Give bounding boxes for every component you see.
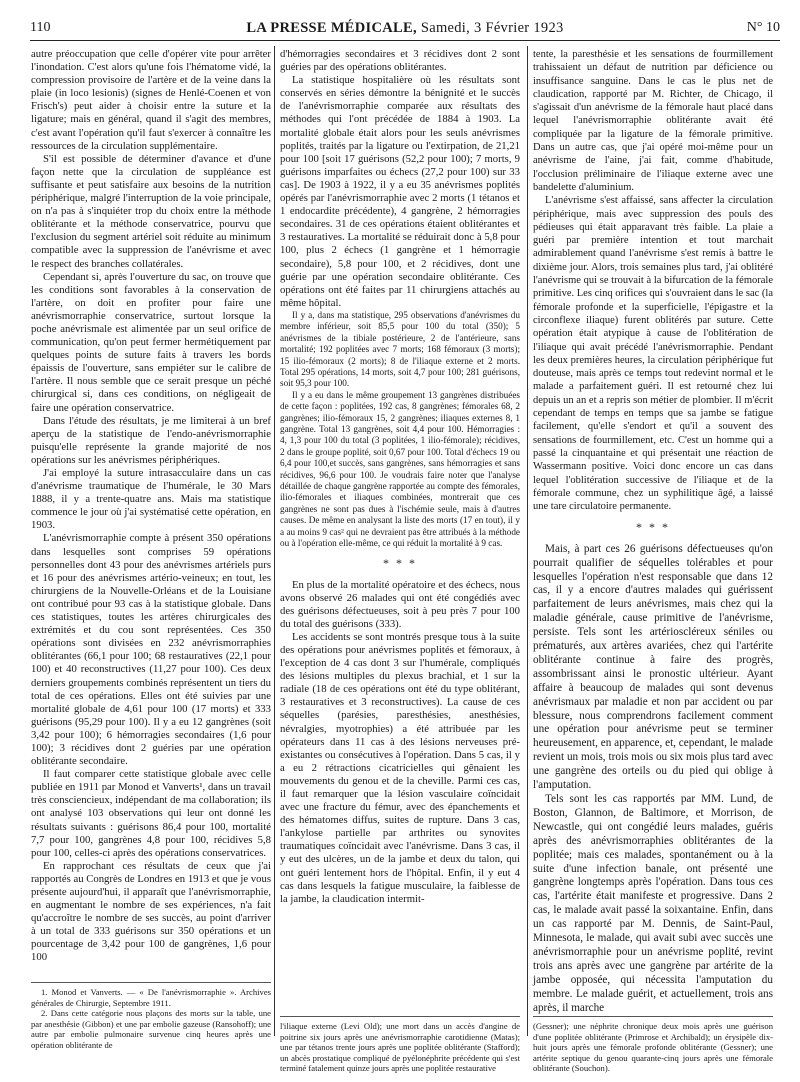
paragraph: L'anévrisme s'est affaissé, sans affecter la circulation périphérique, mais avec suppression des pouls des pédieuses qui était apparavant très faible. La plaie a guéri par première intention et tout marchait admirablement quand l'anévrisme s'est remis à battre le dixième jour. Alors, trois semaines plus tard, j'ai oblitéré l'anévrisme qui se trouvait à la bifurcation de la fémorale primitive. Les cinq orifices qui s'ouvraient dans le sac (la fémorale profonde et la superficielle, l'épigastre et la circonflexe iliaque) furent oblitérés par suture. Cette opération était atypique à cause de l'oblitération de l'iliaque qui avait précédé l'anévrismorraphie. Pendant les deux premières heures, la circulation périphérique fut douteuse, mais après ce temps tout redevint normal et le malade a parfaitement guéri. Il est retourné chez lui depuis un an et a repris son métier de plombier. Il m'écrit cependant de temps en temps que sa jambe se fatigue facilement, qu'elle s'endort et qu'il a souvent des sensations de fourmillement, etc. C'est un homme qui a passé la cinquantaine et qui présentait une réaction de Wassermann positive. Voici donc encore un cas dans lequel l'oblitération successive de l'iliaque et de la fémorale commune, chez un syphilitique âgé, a laissé une tare circulatoire permanente. xyxy=(533,195,773,513)
paragraph: En plus de la mortalité opératoire et des échecs, nous avons observé 26 malades qui ont été congédiés avec des guérisons défectueuses, soit à peu près 7 pour 100 du total des guérisons (333). xyxy=(280,578,520,630)
paragraph: En rapprochant ces résultats de ceux que j'ai rapportés au Congrès de Londres en 1913 et que je vous présente aujourd'hui, il apparaît que l'anévrismorraphie, en augmentant le nombre de ses expériences, n'a fait qu'accroître le nombre de ses succès, au point d'arriver à un total de 333 guérisons sur 350 opérations et un pourcentage de 3,42 pour 100 de gangrènes, 1,6 pour 100 xyxy=(31,859,271,964)
section-separator: * * * xyxy=(383,556,417,571)
publication-date: Samedi, 3 Février 1923 xyxy=(420,20,564,36)
paragraph-small: Il y a eu dans le même groupement 13 gangrènes distribuées de cette façon : poplitées, 192 cas, 8 gangrènes; fémorales 68, 2 gangrènes; ilio-fémoraux 15, 2 gangrènes; iliaques externes 8, 1 gangrène. Total 13 gangrènes, soit 4,4 pour 100. Hémorragies : 4, 1,3 pour 100 du total (3 poplitées, 1 ilio-fémorale); récidives, 2 dans le groupe poplité, soit 0,67 pour 100. Total d'échecs 19 ou 6,4 pour 100,et succès, sans gangrènes, sans hémorragies et sans récidives, 96,6 pour 100. Je voudrais faire noter que l'analyse détaillée de chaque gangrène rapportée au compte des fémorales, ilio-fémorales et iliaques combinées, montrerait que ces gangrènes ne sont pas dues à l'ischémie seule, mais à d'autres causes. De même en analysant la liste des morts (17 en tout), il y a au moins 9 cas² qui ne devraient pas être attribués à la méthode ou à l'opération elle-même, ce qui réduit la mortalité à 9 cas. xyxy=(280,389,520,548)
paragraph: d'hémorragies secondaires et 3 récidives dont 2 sont guéries par des opérations oblitérantes. xyxy=(280,48,520,74)
paragraph: S'il est possible de déterminer d'avance et d'une façon nette que la circulation de suppléance est suffisante et peut satisfaire aux besoins de la nutrition périphérique, malgré l'interruption de la voie principale, on n'a pas à s'inquiéter trop du choix entre la méthode oblitérante et la méthode conservatrice, pourvu que l'exclusion du segment artériel soit réduite au minimum compatible avec la suppression de l'anévrisme et avec le respect des branches collatérales. xyxy=(31,152,271,270)
paragraph: Mais, à part ces 26 guérisons défectueuses qu'on pourrait qualifier de séquelles tolérables et pour lesquelles l'opération n'est responsable que dans 12 cas, il y a encore d'autres malades qui guérissent parfaitement de leurs anévrismes, mais chez qui la maladie générale, cause primitive de l'anévrisme, persiste. Tels sont les artérioscléreux séniles ou prématurés, aux artères avariées, chez qui l'artérite oblitérante continue à faire des progrès, assombrissant ainsi le pronostic ultérieur. Ayant affaire à beaucoup de malades qui sont devenus anévrismaux par maladie et non par accident ou par blessure, nous comprendrons facilement comment une opération pour anévrisme peut se terminer heureusement, en apparence, et, cependant, le malade revient un mois, trois mois ou six mois plus tard avec une gangrène des orteils ou du pied qui oblige à l'amputation. xyxy=(533,542,773,792)
paragraph: Tels sont les cas rapportés par MM. Lund, de Boston, Glannon, de Baltimore, et Morrison, de Newcastle, qui ont congédié leurs malades, guéris après des anévrismorraphies oblitérantes de la poplitée; mais ces malades, spontanément ou à la suite d'une infection banale, ont présenté une gangrène longtemps après l'opération. Dans tous ces cas, l'artérite était manifeste et progressive. Dans 2 cas, le malade avait passé la soixantaine. Enfin, dans un cas rapporté par M. Dennis, de Saint-Paul, Minnesota, le malade, qui avait subi avec succès une anévrismorraphie pour un anévrisme poplité, revint trois ans après avec une gangrène par artérite de la jambe opposée, qui nécessita l'amputation du membre. Le malade guérit, et actuellement, trois ans après, il marche xyxy=(533,793,773,1014)
text-column-2 xyxy=(280,48,520,978)
column-divider xyxy=(527,46,528,1036)
footnotes-column-2 xyxy=(280,1016,520,1074)
footnote: 2. Dans cette catégorie nous plaçons des morts sur la table, une par anesthésie (Gibbon) et une par embolie gazeuse (Ransohoff); une autre par embolie pulmonaire survenue cinq heures après une opération oblitérante de xyxy=(31,1008,271,1050)
footnote: (Gessner); une néphrite chronique deux mois après une guérison d'une poplitée oblitérante (Primrose et Archibald); un érysipèle dix-huit jours après une fémorale profonde oblitérante (Gessner); une artérite septique du genou quarante-cinq jours après une fémorale oblitérante (Souchon). xyxy=(533,1021,773,1074)
footnote: 1. Monod et Vanverts. — « De l'anévrismorraphie ». Archives générales de Chirurgie, Septembre 1911. xyxy=(31,987,271,1008)
paragraph: L'anévrismorraphie compte à présent 350 opérations dans lesquelles sont comprises 59 opérations personnelles dont 43 pour des anévrismes artériels purs et 16 pour des anévrismes artério-veineux; en tout, les chirurgiens de la Nouvelle-Orléans et de la Louisiane ont contribué pour 93 cas à la statistique globale. Dans ces statistiques, toutes les artères chirurgicales des extrémités et du cou sont représentées. Ces 350 opérations sont divisées en 232 anévrismorraphies oblitérantes (66,1 pour 100; 68 restauratives (22,1 pour 100) et 40 reconstructives (11,27 pour 100). Ces deux derniers groupements combinés représentent un tiers du total de ces opérations. Elles ont été suivies par une mortalité globale de 4,61 pour 100 (17 morts) et 333 guérisons (95,29 pour 100). Il y a eu 12 gangrènes (soit 3,42 pour 100); 6 hémorragies secondaires (1,6 pour 100); 3 récidives dont 2 guéries par une opération oblitérante secondaire. xyxy=(31,532,271,768)
text-column-3 xyxy=(533,48,773,1018)
footnotes-column-3 xyxy=(533,1016,773,1074)
paragraph: La statistique hospitalière où les résultats sont conservés en séries démontre la bénignité et le succès de l'anévrismorraphie comparée aux résultats des méthodes qui l'ont précédée de 1884 à 1903. La mortalité globale était alors pour les seuls anévrismes poplités, traités par la ligature ou l'extirpation, de 21,21 pour 100 [soit 17 guérisons (52,2 pour 100); 7 morts, 9 guérisons imparfaites ou échecs (27,2 pour 100) sur 33 cas]. De 1903 à 1922, il y a eu 35 anévrismes poplités opérés par l'anévrismorraphie avec 2 morts (1 tétanos et 1 endocardite précédente), 4 gangrène, 2 hémorragies secondaires. 31 de ces opérations étaient oblitérantes et 3 restauratives. La mortalité se réduirait donc à 5,8 pour 100, plus 2 échecs (1 gangrène et 1 hémorragie secondaire), 5,8 pour 100, et 2 récidives, dont une guérie par une opération secondaire oblitérante. Ces opérations ont été faites par 11 chirurgiens attachés au même hôpital. xyxy=(280,74,520,309)
page-header xyxy=(30,20,780,41)
paragraph: Il faut comparer cette statistique globale avec celle publiée en 1911 par Monod et Vanverts¹, dans un travail très consciencieux, indépendant de ma collaboration; ils ont analysé 103 observations qui leur ont donné les résultats suivants : guérisons 86,4 pour 100, mortalité 7,7 pour 100, gangrènes 4,8 pour 100, récidives 5,8 pour 100, celles-ci après des opérations conservatrices. xyxy=(31,768,271,859)
paragraph: autre préoccupation que celle d'opérer vite pour arrêter l'inondation. C'est alors qu'une fois l'hématome vidé, la compression provisoire de l'artère et de la veine dans la plaie (in loco lesionis) (signes de Henlé-Coenen et von Frisch's) peut aider à choisir entre la suture et la ligature; mais en général, quand il s'agit des membres, c'est avant l'opération qu'il faut s'exercer à connaître les ressources de la circulation supplémentaire. xyxy=(31,48,271,152)
paragraph: Dans l'étude des résultats, je me limiterai à un bref aperçu de la statistique de l'endo-anévrismorraphie puisqu'elle représente la grande majorité de nos opérations sur les anévrismes périphériques. xyxy=(31,414,271,466)
paragraph: tente, la paresthésie et les sensations de fourmillement trahissaient un défaut de nutrition par déficience ou insuffisance sanguine. Dans le cas le plus net de claudication, rapporté par M. Richter, de Chicago, il s'agissait d'un anévrisme de la fémorale haut placé dans lequel l'anévrismorraphie oblitérante avait été compliquée par la ligature de la fémorale primitive. Dans un autre cas, que j'ai opéré moi-même pour un anévrisme de l'aine, j'ai fait, comme d'habitude, l'occlusion préliminaire de l'iliaque externe avec une bandelette d'aluminium. xyxy=(533,49,773,193)
footnote: l'iliaque externe (Levi Old); une mort dans un accès d'angine de poitrine six jours après une anévrismorraphie carotidienne (Matas); une par tétanos trente jours après une poplitée oblitérante (Stafford); un abcès prostatique compliqué de pyélonéphrite précédente qui s'est terminé fatalement quinze jours après une poplitée restaurative xyxy=(280,1021,520,1074)
section-separator: * * * xyxy=(636,520,670,535)
paragraph: J'ai employé la suture intrasacculaire dans un cas d'anévrisme traumatique de l'humérale, le 30 Mars 1888, il y a trente-quatre ans. Mais ma statistique commence le jour où j'ai systématisé cette opération, en 1903. xyxy=(31,467,271,532)
issue-number: N° 10 xyxy=(746,20,780,35)
running-title xyxy=(30,20,780,37)
paragraph: Cependant si, après l'ouverture du sac, on trouve que les conditions sont favorables à la conservation de l'artère, on doit en profiter pour faire une anévrismorraphie conservatrice, surtout lorsque la poche anévrismale est alimentée par un seul orifice de communication, qu'on peut fermer hermétiquement par quelques points de suture faits à travers les bords épaissis de l'ouverture, sans empiéter sur le calibre de l'artère. Il nous semble que ce serait presque un péché chirurgical si, dans ces conditions, on négligeait de faire une opération conservatrice. xyxy=(31,270,271,414)
page-number: 110 xyxy=(30,20,51,35)
text-column-1 xyxy=(31,48,271,978)
paragraph-small: Il y a, dans ma statistique, 295 observations d'anévrismes du membre inférieur, soit 85,5 pour 100 du total (350); 5 anévrismes de la tibiale postérieure, 2 de l'antérieure, sans mortalité; 192 poplitées avec 7 morts; 168 fémoraux (3 morts); 15 ilio-fémoraux (2 morts); 8 de l'iliaque externe et 2 morts. Total 295 opérations, 14 morts, soit 4,7 pour 100; 281 guérisons, soit 95,3 pour 100. xyxy=(280,309,520,389)
paragraph: Les accidents se sont montrés presque tous à la suite des opérations pour anévrismes poplités et fémoraux, à l'exception de 4 cas dont 3 sur l'humérale, compliqués des lésions multiples du plexus brachial, et 1 sur la radiale (18 de ces opérations ont été du type oblitérant, 3 restauratives et 3 reconstructives). La cause de ces séquelles (parésies, paresthésies, anesthésies, névralgies, myotrophies) a été attribuée par les opérateurs dans 11 cas à des lésions nerveuses pré-existantes ou consécutives à l'opération. Dans 5 cas, il y a eu 2 rétractions cicatricielles qui gênaient les mouvements du genou et de la cheville. Parmi ces cas, il faut remarquer que la lésion vasculaire coïncidait avec une fracture du fémur, avec des épanchements et des hématomes diffus, suites de rupture. Dans 3 cas, l'ankylose partielle par arthrites ou synovites traumatiques coïncidait avec l'anévrisme. Dans 3 cas, il y eut des ulcères, un de la jambe et deux du talon, qui ont guéri lentement hors de l'hôpital. Enfin, il y eut 4 cas dans lesquels la fatigue musculaire, la faiblesse de la jambe, la claudication intermit- xyxy=(280,630,520,905)
publication-name: LA PRESSE MÉDICALE, xyxy=(246,20,417,36)
column-divider xyxy=(274,46,275,1036)
footnotes-column-1 xyxy=(31,982,271,1051)
